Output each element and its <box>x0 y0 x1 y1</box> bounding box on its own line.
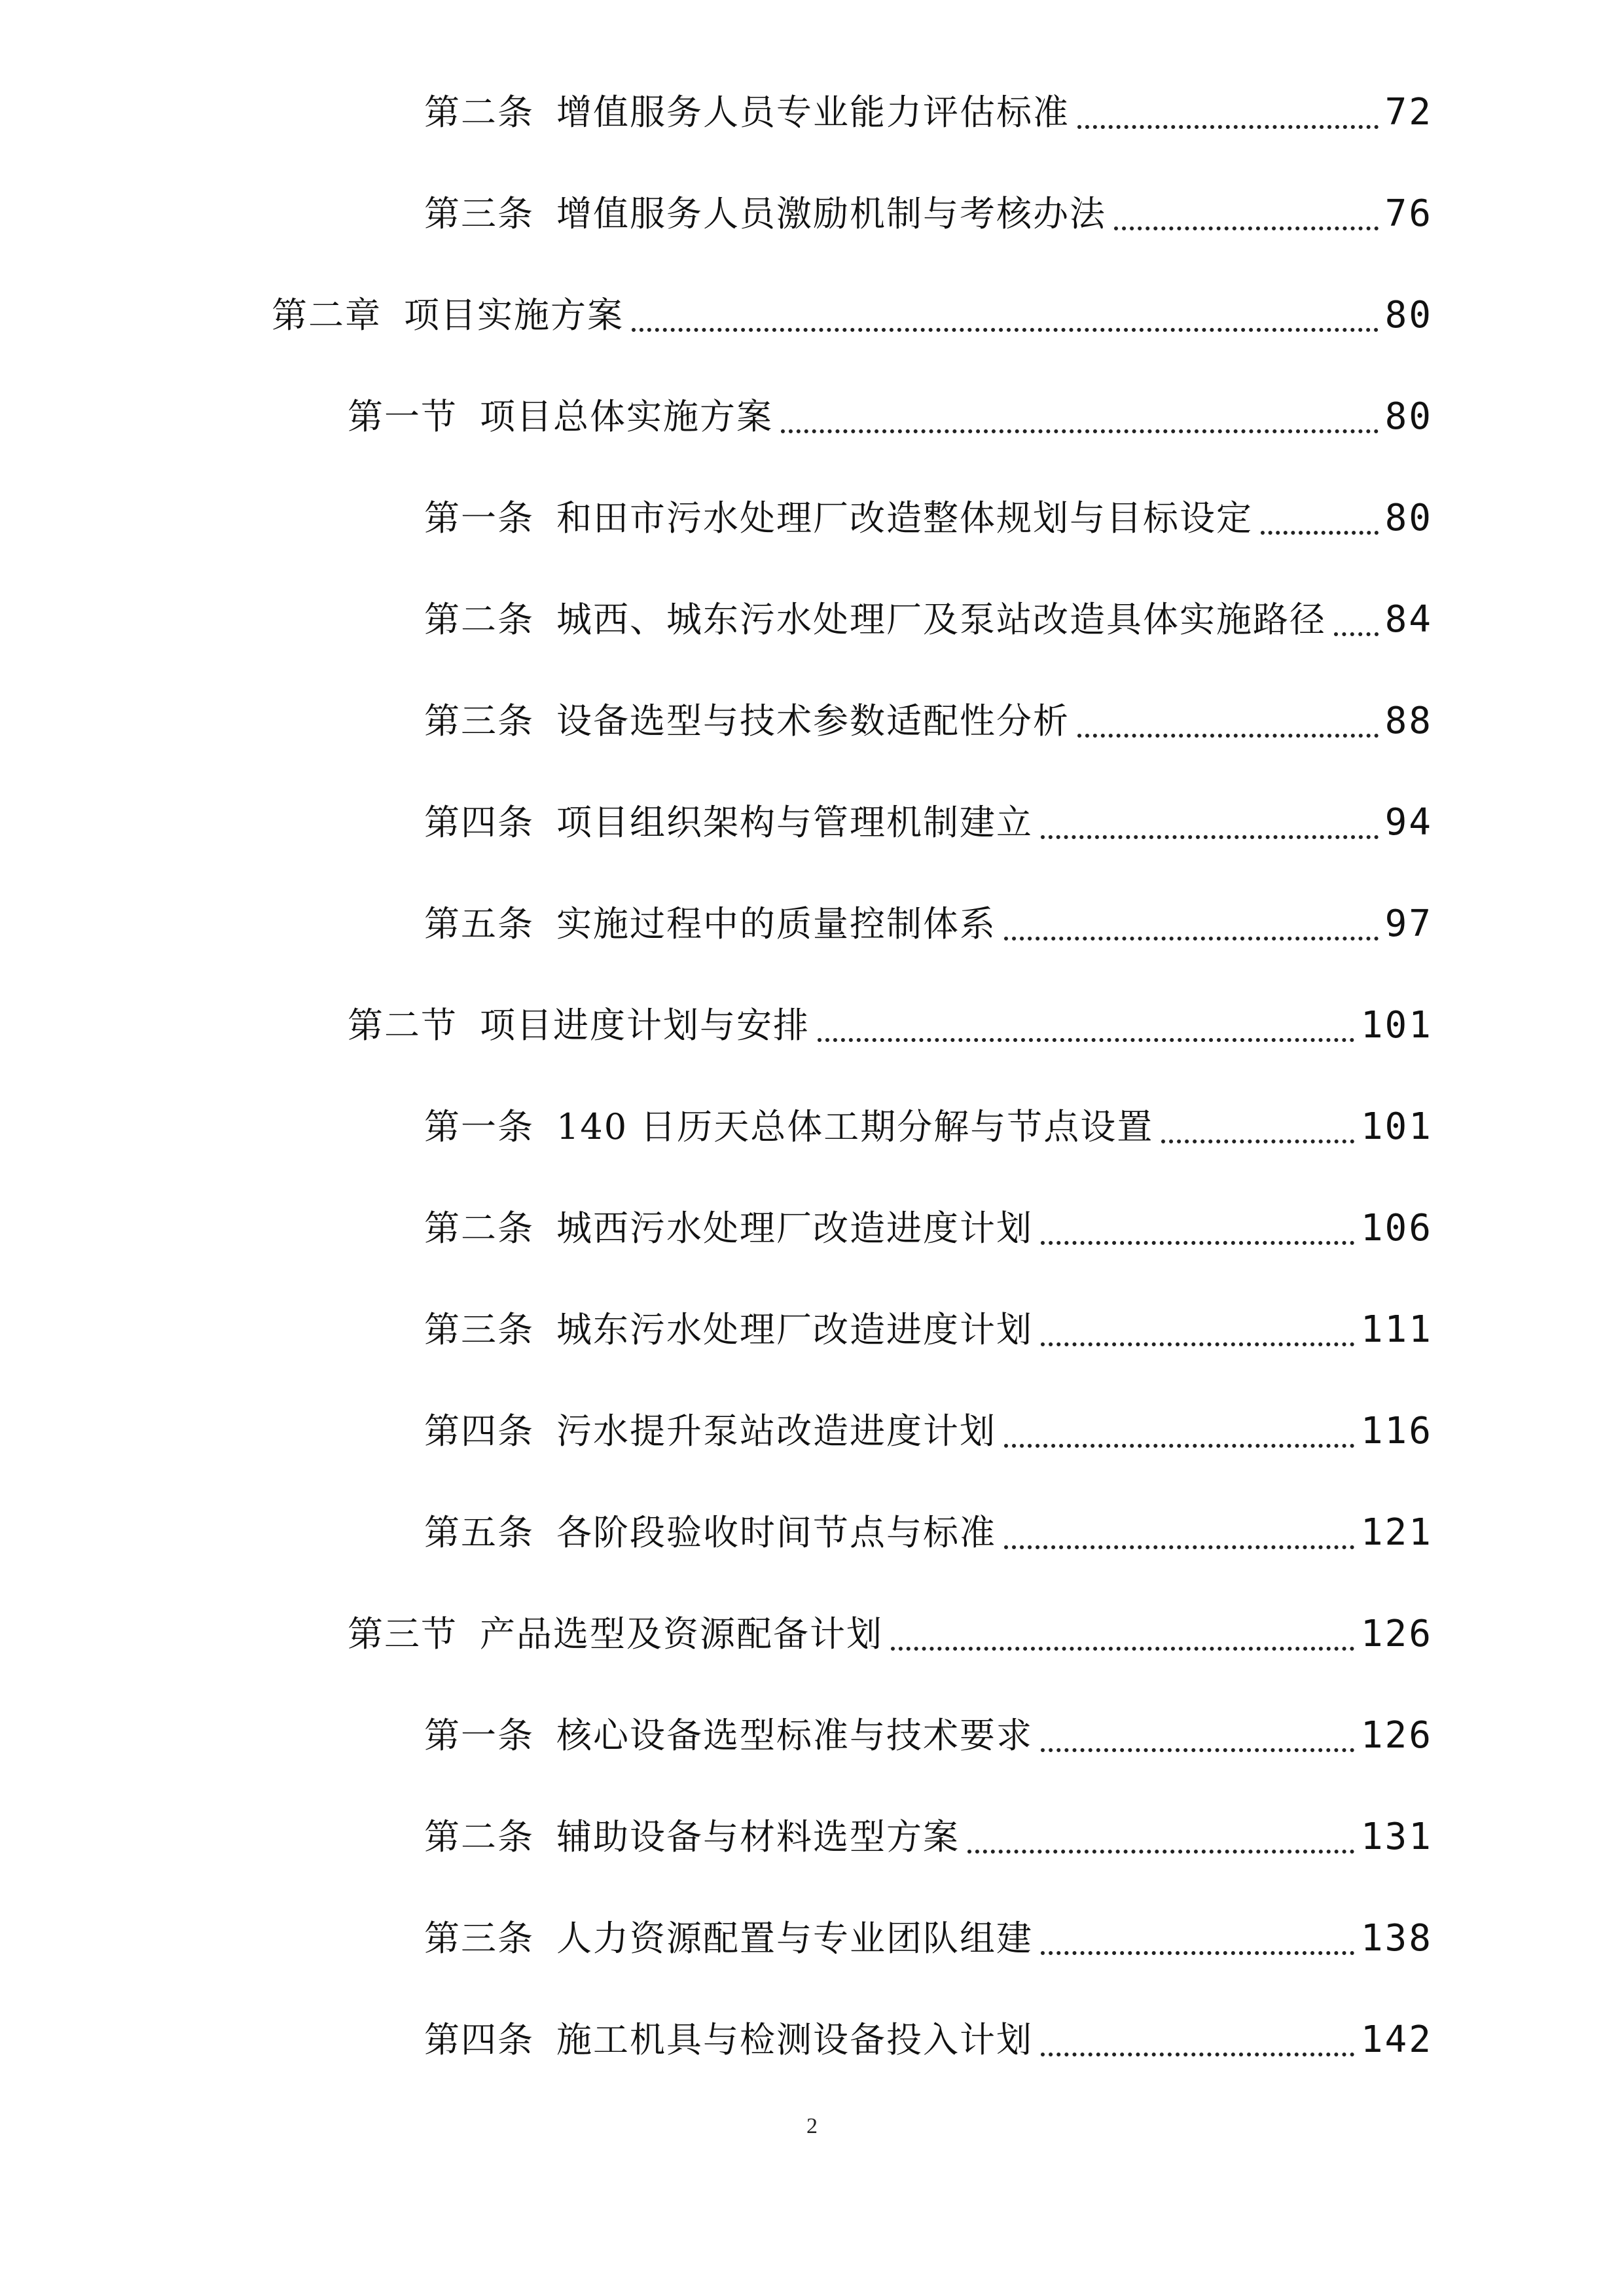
toc-entry-page: 72 <box>1384 91 1433 134</box>
toc-entry-page: 80 <box>1384 497 1433 539</box>
toc-entry-number: 第二节 <box>348 1005 458 1046</box>
toc-entry-number: 第二条 <box>424 1816 534 1857</box>
toc-entry[interactable] <box>348 993 1433 1058</box>
toc-entry-number: 第一条 <box>424 1106 534 1147</box>
toc-entry[interactable] <box>272 283 1433 348</box>
toc-entry-title: 污水提升泵站改造进度计划 <box>556 1410 996 1452</box>
dot-leader <box>967 1850 1354 1854</box>
toc-entry-title: 实施过程中的质量控制体系 <box>556 903 996 944</box>
toc-entry-title: 增值服务人员激励机制与考核办法 <box>556 193 1106 234</box>
toc-entry-title: 产品选型及资源配备计划 <box>480 1613 883 1655</box>
toc-entry-page: 80 <box>1384 294 1433 336</box>
toc-entry-title: 城西污水处理厂改造进度计划 <box>556 1208 1033 1249</box>
toc-entry-page: 138 <box>1360 1917 1433 1960</box>
toc-entry-title: 设备选型与技术参数适配性分析 <box>556 700 1070 742</box>
toc-entry[interactable] <box>424 891 1433 957</box>
dot-leader <box>1004 1545 1354 1549</box>
toc-entry[interactable] <box>424 1804 1433 1870</box>
toc-entry-number: 第二章 <box>272 295 382 336</box>
toc-entry-title: 140 日历天总体工期分解与节点设置 <box>556 1106 1154 1147</box>
dot-leader <box>1334 632 1379 636</box>
toc-entry-page: 101 <box>1360 1004 1433 1047</box>
toc-entry-number: 第四条 <box>424 2019 534 2060</box>
toc-entry-page: 126 <box>1360 1613 1433 1655</box>
toc-entry-title: 项目组织架构与管理机制建立 <box>556 802 1033 843</box>
toc-entry-number: 第三条 <box>424 1918 534 1959</box>
toc-entry[interactable] <box>424 1399 1433 1464</box>
toc-entry-page: 142 <box>1360 2018 1433 2061</box>
toc-entry-number: 第一条 <box>424 1715 534 1756</box>
dot-leader <box>1004 1444 1354 1448</box>
toc-entry-page: 131 <box>1360 1816 1433 1858</box>
toc-entry[interactable] <box>424 80 1433 145</box>
toc-entry-page: 106 <box>1360 1207 1433 1249</box>
dot-leader <box>1041 2053 1354 2056</box>
toc-entry-number: 第四条 <box>424 802 534 843</box>
toc-entry-page: 76 <box>1384 192 1433 235</box>
dot-leader <box>1041 1241 1354 1245</box>
dot-leader <box>1041 1342 1354 1346</box>
toc-entry[interactable] <box>424 2007 1433 2073</box>
dot-leader <box>632 328 1379 332</box>
toc-entry-page: 111 <box>1360 1308 1433 1351</box>
dot-leader <box>1041 1951 1354 1955</box>
toc-entry-page: 126 <box>1360 1714 1433 1757</box>
toc-entry-title: 施工机具与检测设备投入计划 <box>556 2019 1033 2060</box>
toc-entry-title: 核心设备选型标准与技术要求 <box>556 1715 1033 1756</box>
toc-entry-title: 增值服务人员专业能力评估标准 <box>556 92 1070 133</box>
toc-entry-number: 第一条 <box>424 497 534 539</box>
toc-entry[interactable] <box>424 689 1433 754</box>
toc-entry-title: 项目总体实施方案 <box>480 396 773 437</box>
dot-leader <box>1114 226 1379 230</box>
toc-entry-title: 城西、城东污水处理厂及泵站改造具体实施路径 <box>556 599 1326 640</box>
dot-leader <box>1004 937 1379 941</box>
toc-entry-number: 第三条 <box>424 193 534 234</box>
toc-entry[interactable] <box>348 1602 1433 1667</box>
toc-entry[interactable] <box>424 1500 1433 1566</box>
toc-entry-page: 97 <box>1384 903 1433 945</box>
toc-entry[interactable] <box>424 1297 1433 1363</box>
toc-entry[interactable] <box>424 1094 1433 1160</box>
page-number: 2 <box>806 2114 818 2138</box>
dot-leader <box>891 1647 1354 1651</box>
toc-entry-page: 94 <box>1384 801 1433 844</box>
dot-leader <box>1161 1139 1354 1143</box>
toc-entry-page: 80 <box>1384 395 1433 438</box>
toc-entry-page: 88 <box>1384 700 1433 742</box>
toc-entry[interactable] <box>424 1196 1433 1261</box>
toc-entry-number: 第三条 <box>424 700 534 742</box>
toc-entry[interactable] <box>424 790 1433 855</box>
toc-entry-page: 101 <box>1360 1105 1433 1148</box>
toc-entry-number: 第四条 <box>424 1410 534 1452</box>
toc-entry-number: 第一节 <box>348 396 458 437</box>
toc-entry-number: 第二条 <box>424 92 534 133</box>
dot-leader <box>818 1038 1354 1042</box>
toc-entry[interactable] <box>424 486 1433 551</box>
toc-entry-title: 城东污水处理厂改造进度计划 <box>556 1309 1033 1350</box>
toc-entry-number: 第二条 <box>424 1208 534 1249</box>
toc-entry-title: 项目实施方案 <box>404 295 624 336</box>
toc-entry-title: 项目进度计划与安排 <box>480 1005 810 1046</box>
toc-entry[interactable] <box>424 1906 1433 1971</box>
dot-leader <box>1041 835 1379 839</box>
dot-leader <box>1261 531 1379 535</box>
dot-leader <box>1041 1748 1354 1752</box>
toc-entry-number: 第三节 <box>348 1613 458 1655</box>
toc-entry[interactable] <box>424 181 1433 247</box>
toc-entry-title: 和田市污水处理厂改造整体规划与目标设定 <box>556 497 1253 539</box>
toc-entry[interactable] <box>424 1703 1433 1768</box>
toc-entry-title: 辅助设备与材料选型方案 <box>556 1816 960 1857</box>
toc-entry[interactable] <box>348 384 1433 450</box>
toc-entry-page: 84 <box>1384 598 1433 641</box>
dot-leader <box>781 429 1379 433</box>
toc-entry-number: 第五条 <box>424 1512 534 1553</box>
toc-entry-page: 121 <box>1360 1511 1433 1554</box>
toc-entry-number: 第三条 <box>424 1309 534 1350</box>
dot-leader <box>1077 125 1379 129</box>
toc-entry[interactable] <box>424 587 1433 653</box>
toc-entry-number: 第五条 <box>424 903 534 944</box>
toc-entry-page: 116 <box>1360 1410 1433 1452</box>
dot-leader <box>1077 734 1379 738</box>
toc-entry-title: 人力资源配置与专业团队组建 <box>556 1918 1033 1959</box>
toc-entry-number: 第二条 <box>424 599 534 640</box>
toc-entry-title: 各阶段验收时间节点与标准 <box>556 1512 996 1553</box>
